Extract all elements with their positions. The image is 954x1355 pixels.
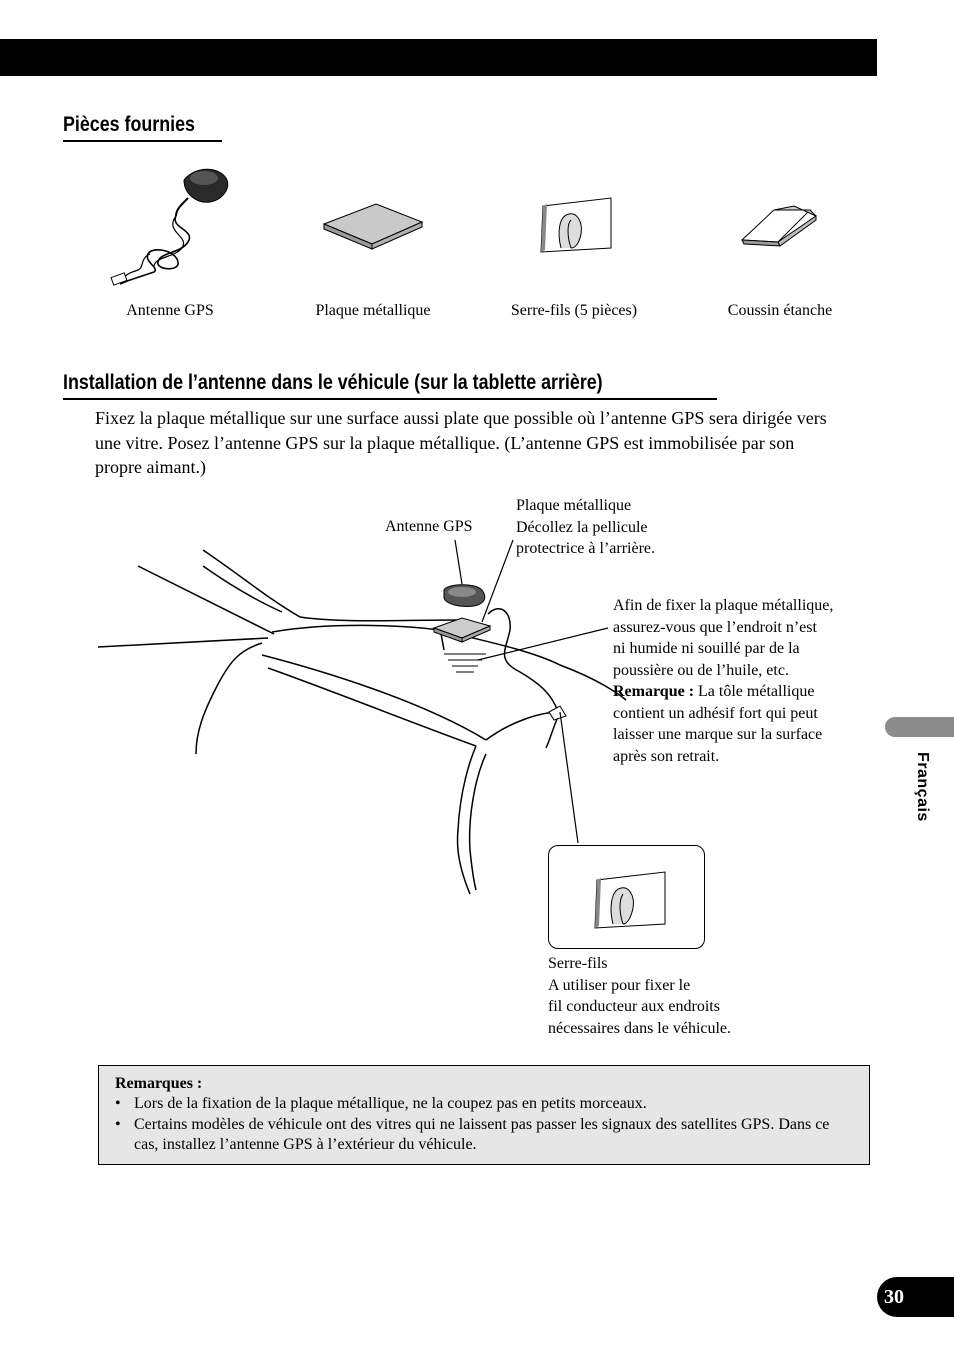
wire-clamp-inset	[548, 845, 705, 949]
remarks-item: • Certains modèles de véhicule ont des vitres qui ne laissent pas passer les signaux des satellites GPS. Dans ce cas, installez l’antenne GPS à l’extérieur du véhicule.	[115, 1115, 853, 1156]
part-label-waterproof-pad: Coussin étanche	[727, 302, 833, 319]
remark-line-first	[613, 681, 833, 703]
gps-antenna-icon	[100, 158, 240, 293]
clamp-line: A utiliser pour fixer le	[548, 976, 691, 994]
install-section-title: Installation de l’antenne dans le véhicule (sur la tablette arrière)	[63, 371, 603, 394]
remarks-item: • Lors de la fixation de la plaque métallique, ne la coupez pas en petits morceaux.	[115, 1094, 853, 1115]
remark-line: La tôle métallique	[698, 683, 815, 700]
remarks-box	[98, 1065, 870, 1165]
clamp-line: nécessaires dans le véhicule.	[548, 1019, 732, 1037]
part-label-metal-plate: Plaque métallique	[315, 302, 431, 319]
diagram-label-antenna: Antenne GPS	[385, 518, 473, 535]
language-tab	[885, 717, 954, 737]
plate-line: protectrice à l’arrière.	[516, 540, 656, 557]
wire-clamp-icon	[549, 846, 704, 948]
diagram-clamp-note	[548, 953, 731, 1039]
remark-line: laisser une marque sur la surface	[613, 726, 823, 743]
remarks-title: Remarques :	[115, 1075, 203, 1092]
plate-line: Plaque métallique	[516, 497, 632, 514]
remarks-list	[115, 1094, 853, 1156]
header-bar	[0, 39, 877, 76]
clamp-line: Serre-fils	[548, 955, 608, 972]
fix-note-line: poussière ou de l’huile, etc.	[613, 661, 789, 679]
page-number: 30	[877, 1277, 954, 1317]
fix-note-line: assurez-vous que l’endroit n’est	[613, 618, 817, 636]
metal-plate-icon	[318, 200, 428, 255]
language-label: Français	[914, 752, 931, 822]
plate-line: Décollez la pellicule	[516, 518, 648, 536]
diagram-fix-note	[613, 595, 833, 767]
parts-title-underline	[63, 140, 222, 142]
waterproof-pad-icon	[738, 200, 823, 250]
part-label-gps-antenna: Antenne GPS	[126, 302, 214, 319]
parts-section-title: Pièces fournies	[63, 113, 195, 136]
remark-line: contient un adhésif fort qui peut	[613, 704, 818, 722]
part-label-wire-clamps: Serre-fils (5 pièces)	[510, 302, 638, 319]
remark-line: après son retrait.	[613, 747, 720, 765]
clamp-line: fil conducteur aux endroits	[548, 998, 720, 1015]
fix-note-line: ni humide ni souillé par de la	[613, 640, 800, 657]
install-paragraph: Fixez la plaque métallique sur une surface aussi plate que possible où l’antenne GPS sera dirigée vers une vitre. Posez l’antenne GPS sur la plaque métallique. (L’antenne GPS est immobilisée par son propre aimant.)	[95, 408, 827, 477]
install-title-underline	[63, 398, 717, 400]
wire-clamp-icon	[535, 194, 620, 260]
diagram-label-plate	[516, 495, 655, 560]
fix-note-line: Afin de fixer la plaque métallique,	[613, 597, 834, 614]
remark-label: Remarque :	[613, 683, 695, 700]
